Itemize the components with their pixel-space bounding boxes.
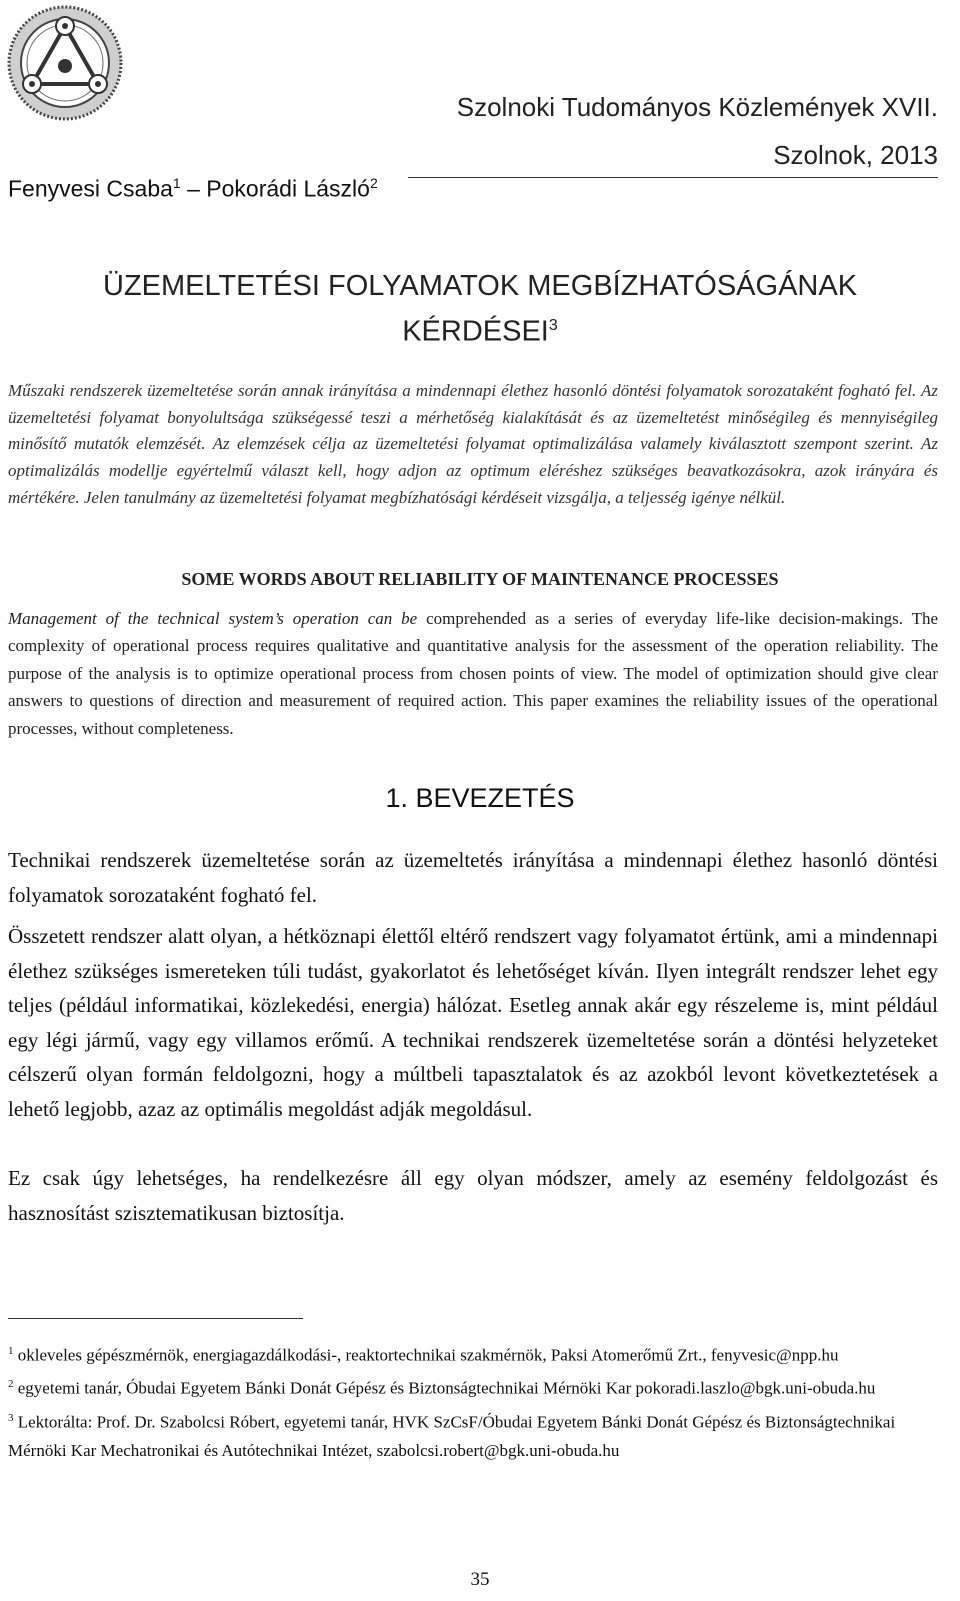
section-heading: 1. BEVEZETÉS: [385, 783, 575, 813]
abstract-hungarian: Műszaki rendszerek üzemeltetése során annak irányítása a mindennapi élethez hasonló döntési folyamatok sorozataként fogható fel. Az üzemeltetési folyamat bonyolultsága szükségessé teszi a mérhetőség kialakítását és az üzemeltetést minőségileg és mennyiségileg minősítő mutatók elemzését. Az elemzések célja az üzemeltetési folyamat optimalizálása valamely kiválasztott szempont szerint. Az optimalizálás modellje egyértelmű választ kell, hogy adjon az optimum eléréshez szükséges beavatkozásokra, azok irányára és mértékére. Jelen tanulmány az üzemeltetési folyamat megbízhatósági kérdéseit vizsgálja, a teljesség igénye nélkül.: [8, 381, 938, 507]
body-paragraph: Technikai rendszerek üzemeltetése során az üzemeltetés irányítása a mindennapi élethez hasonló döntési folyamatok sorozataként fogható fel.: [8, 848, 938, 907]
footnotes: [8, 1337, 943, 1466]
university-seal-icon: [6, 4, 124, 122]
university-seal-logo: [6, 4, 124, 122]
paper-title-text: KÉRDÉSEI: [402, 315, 549, 348]
author-separator: –: [180, 175, 207, 202]
footnote-text: egyetemi tanár, Óbudai Egyetem Bánki Donát Gépész és Biztonságtechnikai Mérnöki Kar pokoradi.laszlo@bgk.uni-obuda.hu: [17, 1379, 876, 1399]
header-rule: [408, 177, 938, 178]
footnote-number: 1: [8, 1345, 14, 1357]
journal-title: Szolnoki Tudományos Közlemények XVII.: [456, 92, 938, 122]
footnote-number: 3: [8, 1411, 14, 1424]
page-number: 35: [470, 1569, 490, 1590]
footnote-text: okleveles gépészmérnök, energiagazdálkodási-, reaktortechnikai szakmérnök, Paksi Atomerőmű Zrt., fenyvesic@npp.hu: [17, 1345, 839, 1365]
english-title: SOME WORDS ABOUT RELIABILITY OF MAINTENANCE PROCESSES: [181, 569, 779, 589]
title-footnote-mark: 3: [548, 317, 558, 334]
place-year: Szolnok, 2013: [773, 140, 938, 170]
footnote: [8, 1370, 943, 1403]
footnote-rule: [8, 1318, 303, 1319]
footnote: [8, 1404, 943, 1466]
body-paragraph: Összetett rendszer alatt olyan, a hétköznapi élettől eltérő rendszert vagy folyamatot értünk, ami a mindennapi élethez szükséges ismereteken túli tudást, gyakorlatot és lehetőséget kíván. Ilyen integrált rendszer lehet egy teljes (például informatikai, közlekedési, energia) hálózat. Esetleg annak akár egy részeleme is, mint például egy légi jármű, vagy egy villamos erőmű. A technikai rendszerek üzemeltetése során a döntési helyzeteket célszerű olyan formán feldolgozni, hogy a múltbeli tapasztalatok és az azokból levont következtetések a lehető legjobb, azaz az optimális megoldást adják megoldásul.: [8, 924, 938, 1121]
author-footnote-mark: 1: [172, 175, 181, 191]
paper-title-line-2: [0, 306, 960, 352]
author-line: [8, 175, 378, 203]
paper-title-line-1: ÜZEMELTETÉSI FOLYAMATOK MEGBÍZHATÓSÁGÁNAK: [102, 270, 858, 302]
abstract-english: [8, 605, 938, 742]
author-name: Pokorádi László: [206, 175, 370, 202]
author-name: Fenyvesi Csaba: [8, 175, 173, 202]
abstract-english-text: comprehended as a series of everyday life-like decision-makings. The complexity of operational process requires qualitative and quantitative analysis for the assessment of the operation reliability. The purpose of the analysis is to optimize operational process from chosen points of view. The model of optimization should give clear answers to questions of direction and measurement of required action. This paper examines the reliability issues of the operational processes, without completeness.: [8, 609, 939, 738]
footnote: [8, 1337, 943, 1370]
body-paragraph: Ez csak úgy lehetséges, ha rendelkezésre áll egy olyan módszer, amely az esemény feldolgozást és hasznosítást szisztematikusan biztosítja.: [8, 1166, 938, 1225]
footnote-text: Lektorálta: Prof. Dr. Szabolcsi Róbert, egyetemi tanár, HVK SzCsF/Óbudai Egyetem Bánki Donát Gépész és Biztonságtechnikai Mérnöki Kar Mechatronikai és Autótechnikai Intézet, szabolcsi.robert@bgk.uni-obuda.hu: [8, 1412, 896, 1461]
footnote-number: 2: [8, 1378, 14, 1391]
abstract-english-lead: Management of the technical system’s operation can be: [8, 609, 418, 628]
author-footnote-mark: 2: [369, 175, 378, 191]
